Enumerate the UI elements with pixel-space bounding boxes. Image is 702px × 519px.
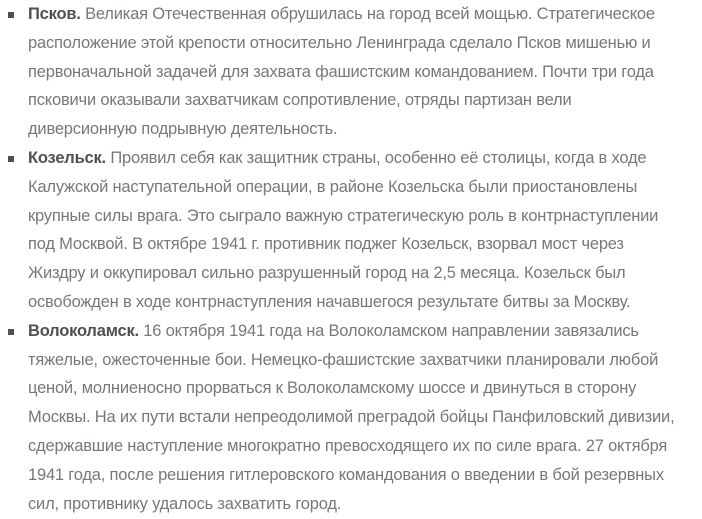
list-item-kozelsk <box>0 144 702 317</box>
square-bullet-icon <box>8 329 14 335</box>
city-description: Проявил себя как защитник страны, особенно её столицы, когда в ходе Калужской наступательной операции, в районе Козельска были приостановлены крупные силы врага. Это сыграло важную стратегическую роль в контрнаступлении под Москвой. В октябре 1941 г. противник поджег Козельск, взорвал мост через Жиздру и оккупировал сильно разрушенный город на 2,5 месяца. Козельск был освобожден в ходе контрнаступления начавшегося результате битвы за Москву. <box>28 148 659 311</box>
square-bullet-icon <box>8 12 14 18</box>
city-description: Великая Отечественная обрушилась на город всей мощью. Стратегическое расположение этой крепости относительно Ленинграда сделало Псков мишенью и первоначальной задачей для захвата фашистским командованием. Почти три года псковичи оказывали захватчикам сопротивление, отряды партизан вели диверсионную подрывную деятельность. <box>28 5 655 139</box>
square-bullet-icon <box>8 156 14 162</box>
city-name: Козельск. <box>28 148 106 167</box>
city-name: Волоколамск. <box>28 321 139 340</box>
city-description: 16 октября 1941 года на Волоколамском направлении завязались тяжелые, ожесточенные бои. Немецко-фашистские захватчики планировали любой ценой, молниеносно прорваться к Волоколамскому шоссе и двинуться в сторону Москвы. На их пути встали непреодолимой преградой бойцы Панфиловский дивизии, сдержавшие наступление многократно превосходящего их по силе врага. 27 октября 1941 года, после решения гитлеровского командования о введении в бой резервных сил, противнику удалось захватить город. <box>28 321 675 513</box>
city-name: Псков. <box>28 5 81 23</box>
list-item-volokolamsk <box>0 317 702 519</box>
list-item-pskov <box>0 0 702 144</box>
